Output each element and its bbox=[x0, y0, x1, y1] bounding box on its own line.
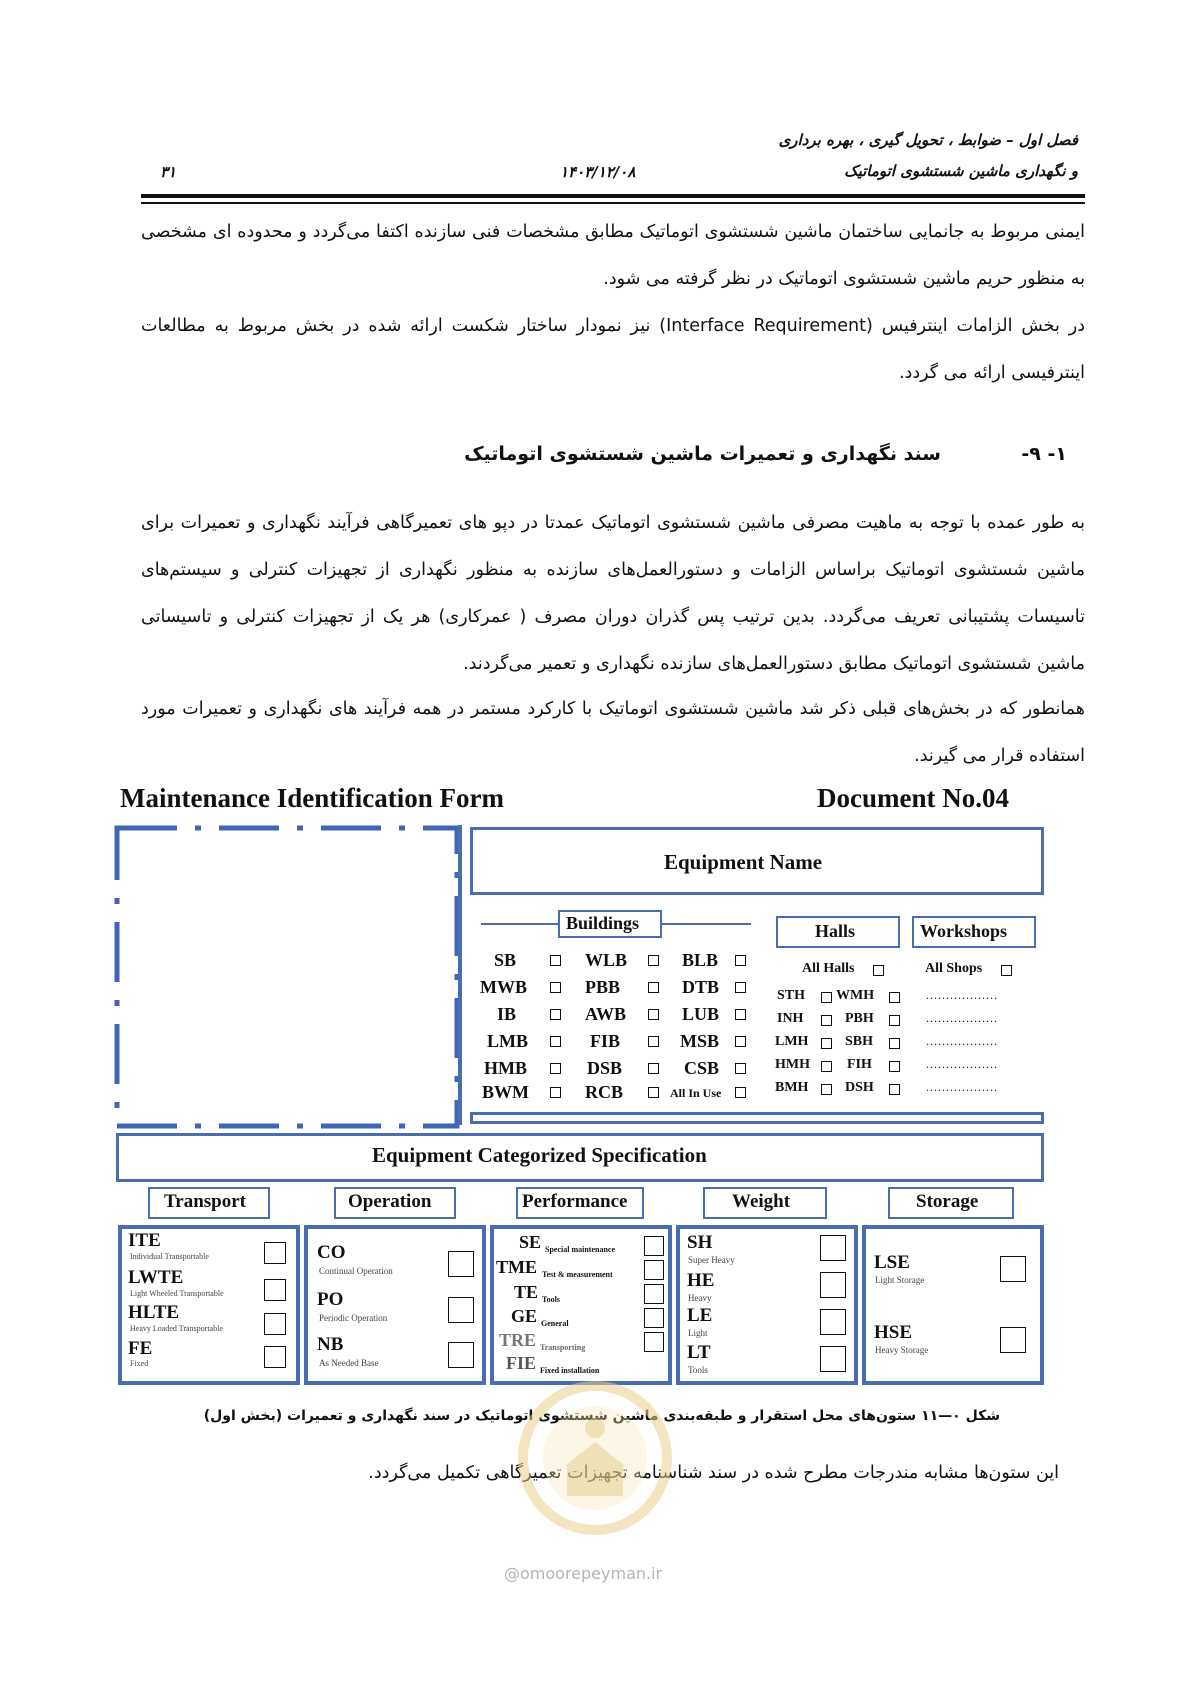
section-number: ۱- ۹- bbox=[1021, 443, 1067, 465]
shop-entry-line[interactable]: .................. bbox=[926, 988, 998, 1002]
building-code: PBB bbox=[585, 977, 621, 997]
building-checkbox[interactable] bbox=[648, 982, 659, 993]
building-code: IB bbox=[497, 1004, 517, 1024]
category-desc: As Needed Base bbox=[319, 1358, 379, 1368]
category-desc: Transporting bbox=[540, 1343, 586, 1352]
all-shops-checkbox[interactable] bbox=[1001, 965, 1012, 976]
category-desc: Heavy Storage bbox=[875, 1345, 929, 1355]
photo-placeholder bbox=[114, 825, 460, 1130]
category-checkbox[interactable] bbox=[448, 1342, 474, 1368]
section-title: سند نگهداری و تعمیرات ماشین شستشوی اتوماتیک bbox=[464, 443, 941, 465]
category-desc: Tools bbox=[542, 1295, 560, 1304]
page-number: ۳۱ bbox=[160, 163, 177, 181]
category-code: TRE bbox=[499, 1330, 537, 1350]
category-code: GE bbox=[511, 1306, 538, 1326]
category-label: Weight bbox=[732, 1191, 791, 1212]
all-halls-checkbox[interactable] bbox=[873, 965, 884, 976]
category-checkbox[interactable] bbox=[820, 1235, 846, 1261]
workshops-label: Workshops bbox=[920, 921, 1008, 941]
building-checkbox[interactable] bbox=[648, 955, 659, 966]
hall-checkbox[interactable] bbox=[821, 992, 832, 1003]
category-checkbox[interactable] bbox=[448, 1251, 474, 1277]
building-checkbox[interactable] bbox=[550, 1009, 561, 1020]
hall-code: DSH bbox=[845, 1080, 874, 1095]
hall-checkbox[interactable] bbox=[821, 1084, 832, 1095]
building-code: FIB bbox=[590, 1031, 621, 1051]
category-code: TE bbox=[514, 1282, 539, 1302]
hall-code: STH bbox=[777, 988, 806, 1003]
watermark-url: @omoorepeyman.ir bbox=[504, 1564, 663, 1583]
form-title: Maintenance Identification Form bbox=[120, 783, 504, 813]
category-label: Transport bbox=[164, 1191, 246, 1212]
category-checkbox[interactable] bbox=[644, 1308, 664, 1328]
category-desc: General bbox=[541, 1319, 569, 1328]
building-checkbox[interactable] bbox=[550, 1036, 561, 1047]
hall-checkbox[interactable] bbox=[889, 1084, 900, 1095]
hall-code: FIH bbox=[847, 1057, 872, 1072]
category-checkbox[interactable] bbox=[820, 1272, 846, 1298]
building-code: CSB bbox=[684, 1058, 720, 1078]
hall-checkbox[interactable] bbox=[821, 1015, 832, 1026]
category-checkbox[interactable] bbox=[1000, 1256, 1026, 1282]
all-shops-label: All Shops bbox=[925, 961, 983, 976]
category-desc: Continual Operation bbox=[319, 1266, 393, 1276]
building-checkbox[interactable] bbox=[735, 1009, 746, 1020]
category-code: ITE bbox=[128, 1230, 161, 1251]
buildings-label: Buildings bbox=[566, 913, 640, 933]
category-checkbox[interactable] bbox=[644, 1332, 664, 1352]
shop-entry-line[interactable]: .................. bbox=[926, 1080, 998, 1094]
shop-entry-line[interactable]: .................. bbox=[926, 1034, 998, 1048]
category-checkbox[interactable] bbox=[264, 1279, 286, 1301]
equipment-name-label: Equipment Name bbox=[664, 850, 823, 874]
category-desc: Periodic Operation bbox=[319, 1313, 388, 1323]
building-checkbox[interactable] bbox=[648, 1063, 659, 1074]
paragraph-2: در بخش الزامات اینترفیس (Interface Requirement) نیز نمودار ساختار شکست ارائه شده در بخش مربوط به مطالعات اینترفیسی ارائه می گردد. bbox=[141, 316, 1085, 383]
building-checkbox[interactable] bbox=[735, 1087, 746, 1098]
building-checkbox[interactable] bbox=[735, 955, 746, 966]
category-label: Storage bbox=[916, 1191, 979, 1212]
category-checkbox[interactable] bbox=[644, 1284, 664, 1304]
building-checkbox[interactable] bbox=[648, 1009, 659, 1020]
category-code: CO bbox=[317, 1242, 346, 1263]
header-rule bbox=[141, 194, 1085, 198]
chapter-subtitle: و نگهداری ماشین شستشوی اتوماتیک bbox=[844, 162, 1078, 180]
category-code: HE bbox=[687, 1270, 715, 1291]
category-desc: Fixed installation bbox=[540, 1366, 600, 1375]
category-desc: Test & measurement bbox=[542, 1270, 613, 1279]
watermark-logo bbox=[505, 1370, 685, 1545]
paragraph-4: همانطور که در بخش‌های قبلی ذکر شد ماشین شستشوی اتوماتیک با کارکرد مستمر در همه فرآیند های نگهداری و تعمیرات مورد استفاده قرار می گیرند. bbox=[141, 699, 1085, 766]
building-checkbox[interactable] bbox=[735, 1063, 746, 1074]
hall-checkbox[interactable] bbox=[821, 1038, 832, 1049]
building-code: DTB bbox=[682, 977, 720, 997]
section-bottom-bar bbox=[470, 1112, 1044, 1124]
category-desc: Light Wheeled Transportable bbox=[130, 1289, 224, 1298]
category-code: TME bbox=[496, 1257, 538, 1277]
category-desc: Heavy Loaded Transportable bbox=[130, 1324, 223, 1333]
halls-label: Halls bbox=[815, 921, 856, 941]
building-checkbox[interactable] bbox=[550, 955, 561, 966]
category-code: LT bbox=[687, 1342, 711, 1363]
building-checkbox[interactable] bbox=[550, 982, 561, 993]
category-code: FE bbox=[128, 1338, 153, 1359]
building-code: LUB bbox=[682, 1004, 720, 1024]
category-code: LSE bbox=[874, 1252, 910, 1273]
category-desc: Super Heavy bbox=[688, 1255, 735, 1265]
paragraph-3: به طور عمده با توجه به ماهیت مصرفی ماشین شستشوی اتوماتیک عمدتا در دپو های تعمیرگاهی فرآیند نگهداری و تعمیرات برای ماشین شستشوی اتوماتیک براساس الزامات و دستورالعمل‌های سازنده به منظور نگهداری از تجهیزات کنترلی و سیستم‌های تاسیسات پشتیبانی تعریف می‌گردد. بدین ترتیب پس گذران دوران مصرف ( عمرکاری) هر یک از تجهیزات کنترلی و تاسیساتی ماشین شستشوی اتوماتیک مطابق دستورالعمل‌های سازنده نگهداری و تعمیر می‌گردند. bbox=[141, 513, 1085, 674]
category-code: LE bbox=[687, 1305, 713, 1326]
header-rule-thin bbox=[141, 202, 1085, 204]
category-code: SE bbox=[519, 1232, 542, 1252]
category-label: Operation bbox=[348, 1191, 432, 1212]
building-checkbox[interactable] bbox=[550, 1087, 561, 1098]
hall-code: WMH bbox=[836, 988, 875, 1003]
category-checkbox[interactable] bbox=[820, 1309, 846, 1335]
category-code: LWTE bbox=[128, 1267, 184, 1288]
category-label: Performance bbox=[522, 1191, 628, 1212]
building-code: DSB bbox=[587, 1058, 623, 1078]
hall-checkbox[interactable] bbox=[821, 1061, 832, 1072]
building-code: MWB bbox=[480, 977, 527, 997]
category-code: HSE bbox=[874, 1322, 913, 1343]
category-code: FIE bbox=[506, 1353, 537, 1373]
category-checkbox[interactable] bbox=[644, 1236, 664, 1256]
category-checkbox[interactable] bbox=[1000, 1327, 1026, 1353]
building-code: LMB bbox=[487, 1031, 529, 1051]
building-code: MSB bbox=[680, 1031, 720, 1051]
category-code: HLTE bbox=[128, 1302, 180, 1323]
hall-checkbox[interactable] bbox=[889, 1061, 900, 1072]
hall-code: LMH bbox=[775, 1034, 809, 1049]
category-desc: Fixed bbox=[130, 1359, 149, 1368]
building-checkbox[interactable] bbox=[648, 1087, 659, 1098]
building-code: AWB bbox=[585, 1004, 627, 1024]
paragraph-1: ایمنی مربوط به جانمایی ساختمان ماشین شستشوی اتوماتیک مطابق مشخصات فنی سازنده اکتفا می‌گردد و محدوده ای مشخصی به منظور حریم ماشین شستشوی اتوماتیک در نظر گرفته می شود. bbox=[141, 222, 1085, 289]
shop-entry-line[interactable]: .................. bbox=[926, 1011, 998, 1025]
building-code: All In Use bbox=[670, 1086, 722, 1100]
category-desc: Special maintenance bbox=[545, 1245, 615, 1254]
category-checkbox[interactable] bbox=[644, 1260, 664, 1280]
category-code: PO bbox=[317, 1289, 344, 1310]
building-code: BWM bbox=[482, 1082, 529, 1102]
building-code: BLB bbox=[682, 950, 719, 970]
figure-caption: شکل ۰—۱۱ ستون‌های محل استقرار و طبقه‌بندی ماشین شستشوی اتوماتیک در سند نگهداری و تعمیرات (بخش اول) bbox=[203, 1408, 1000, 1424]
hall-code: SBH bbox=[845, 1034, 874, 1049]
category-desc: Tools bbox=[688, 1365, 708, 1375]
storage-box bbox=[862, 1225, 1044, 1385]
category-desc: Light Storage bbox=[875, 1275, 925, 1285]
building-code: SB bbox=[494, 950, 517, 970]
category-desc: Individual Transportable bbox=[130, 1252, 209, 1261]
building-checkbox[interactable] bbox=[648, 1036, 659, 1047]
category-checkbox[interactable] bbox=[264, 1242, 286, 1264]
hall-checkbox[interactable] bbox=[889, 1015, 900, 1026]
building-code: WLB bbox=[585, 950, 628, 970]
shop-entry-line[interactable]: .................. bbox=[926, 1057, 998, 1071]
panel-divider bbox=[458, 825, 462, 1125]
hall-code: HMH bbox=[775, 1057, 810, 1072]
category-desc: Heavy bbox=[688, 1293, 712, 1303]
category-code: NB bbox=[317, 1334, 344, 1355]
document-number: Document No.04 bbox=[817, 783, 1009, 813]
category-checkbox[interactable] bbox=[448, 1297, 474, 1323]
category-checkbox[interactable] bbox=[820, 1346, 846, 1372]
hall-code: BMH bbox=[775, 1080, 809, 1095]
category-checkbox[interactable] bbox=[264, 1313, 286, 1335]
building-checkbox[interactable] bbox=[550, 1063, 561, 1074]
building-checkbox[interactable] bbox=[735, 1036, 746, 1047]
hall-code: PBH bbox=[845, 1011, 874, 1026]
building-code: HMB bbox=[484, 1058, 527, 1078]
hall-checkbox[interactable] bbox=[889, 992, 900, 1003]
chapter-title: فصل اول – ضوابط ، تحویل گیری ، بهره برداری bbox=[778, 131, 1078, 149]
hall-checkbox[interactable] bbox=[889, 1038, 900, 1049]
all-halls-label: All Halls bbox=[802, 961, 855, 976]
header-date: ۱۴۰۳/۱۲/۰۸ bbox=[560, 163, 636, 181]
building-checkbox[interactable] bbox=[735, 982, 746, 993]
hall-code: INH bbox=[777, 1011, 804, 1026]
building-code: RCB bbox=[585, 1082, 624, 1102]
spec-label: Equipment Categorized Specification bbox=[372, 1143, 707, 1167]
category-code: SH bbox=[687, 1232, 713, 1253]
category-checkbox[interactable] bbox=[264, 1346, 286, 1368]
category-desc: Light bbox=[688, 1328, 708, 1338]
closing-paragraph: این ستون‌ها مشابه مندرجات مطرح شده در سند شناسنامه تجهیزات تعمیرگاهی تکمیل می‌گردد. bbox=[368, 1463, 1059, 1483]
